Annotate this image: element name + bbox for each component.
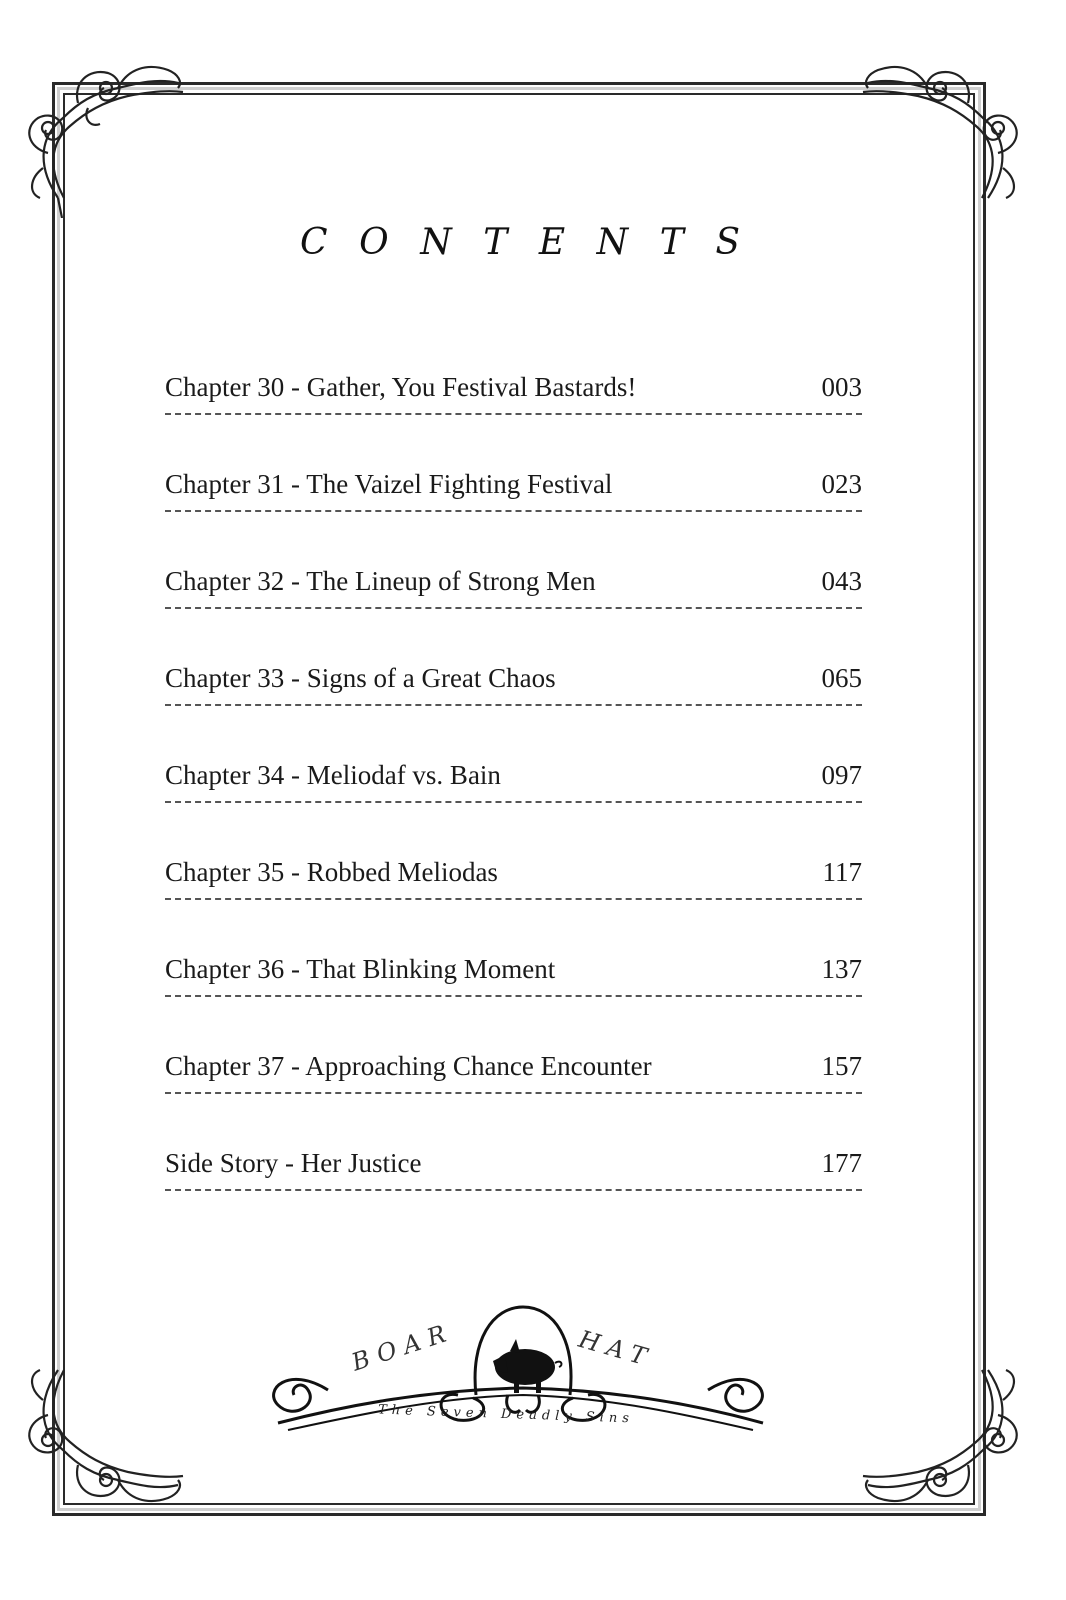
toc-entry bbox=[165, 465, 862, 562]
logo-tagline: The Seven Deadly Sins bbox=[377, 1402, 635, 1427]
toc-entry-title: Chapter 36 - That Blinking Moment bbox=[165, 954, 556, 984]
ornament-corner-icon bbox=[18, 1350, 188, 1520]
toc-entry-page: 065 bbox=[821, 663, 862, 693]
dashed-leader bbox=[165, 510, 862, 512]
toc-entry-page: 043 bbox=[821, 566, 862, 596]
toc-entry-title: Chapter 34 - Meliodaf vs. Bain bbox=[165, 760, 501, 790]
toc-entry-title: Side Story - Her Justice bbox=[165, 1148, 422, 1178]
toc-entry-title: Chapter 32 - The Lineup of Strong Men bbox=[165, 566, 596, 596]
ornament-corner-icon bbox=[858, 1350, 1028, 1520]
pig-silhouette-icon bbox=[493, 1339, 555, 1393]
toc-entry bbox=[165, 756, 862, 853]
title-letter: C bbox=[300, 222, 328, 263]
title-letter: S bbox=[715, 222, 740, 263]
title-letter: T bbox=[659, 222, 684, 263]
dashed-leader bbox=[165, 704, 862, 706]
title-letter: O bbox=[359, 222, 389, 263]
page-title bbox=[300, 222, 740, 263]
toc-entry-title: Chapter 33 - Signs of a Great Chaos bbox=[165, 663, 556, 693]
toc-entry bbox=[165, 368, 862, 465]
dashed-leader bbox=[165, 801, 862, 803]
toc-entry-page: 003 bbox=[821, 372, 862, 402]
title-letter: T bbox=[483, 222, 508, 263]
dashed-leader bbox=[165, 413, 862, 415]
table-of-contents bbox=[165, 368, 862, 1241]
dashed-leader bbox=[165, 1189, 862, 1191]
logo-word-hat: HAT bbox=[575, 1324, 658, 1374]
ornament-corner-icon bbox=[18, 48, 188, 218]
toc-entry-page: 177 bbox=[821, 1148, 862, 1178]
toc-entry-page: 137 bbox=[821, 954, 862, 984]
toc-entry-page: 097 bbox=[821, 760, 862, 790]
dashed-leader bbox=[165, 1092, 862, 1094]
toc-entry bbox=[165, 659, 862, 756]
dashed-leader bbox=[165, 898, 862, 900]
toc-entry-title: Chapter 31 - The Vaizel Fighting Festival bbox=[165, 469, 613, 499]
logo-word-boar: BOAR bbox=[348, 1317, 457, 1377]
toc-entry-title: Chapter 37 - Approaching Chance Encounter bbox=[165, 1051, 652, 1081]
title-letter: E bbox=[538, 222, 566, 263]
toc-entry-page: 023 bbox=[821, 469, 862, 499]
toc-entry-page: 157 bbox=[821, 1051, 862, 1081]
boar-hat-logo bbox=[258, 1295, 778, 1445]
ornament-corner-icon bbox=[858, 48, 1028, 218]
toc-entry bbox=[165, 1144, 862, 1241]
toc-entry-title: Chapter 35 - Robbed Meliodas bbox=[165, 857, 498, 887]
title-letter: N bbox=[420, 222, 452, 263]
toc-entry bbox=[165, 562, 862, 659]
dashed-leader bbox=[165, 995, 862, 997]
title-letter: N bbox=[596, 222, 629, 263]
toc-entry bbox=[165, 853, 862, 950]
toc-entry bbox=[165, 1047, 862, 1144]
toc-entry-page: 117 bbox=[822, 857, 862, 887]
dashed-leader bbox=[165, 607, 862, 609]
toc-entry-title: Chapter 30 - Gather, You Festival Bastards! bbox=[165, 372, 637, 402]
toc-entry bbox=[165, 950, 862, 1047]
